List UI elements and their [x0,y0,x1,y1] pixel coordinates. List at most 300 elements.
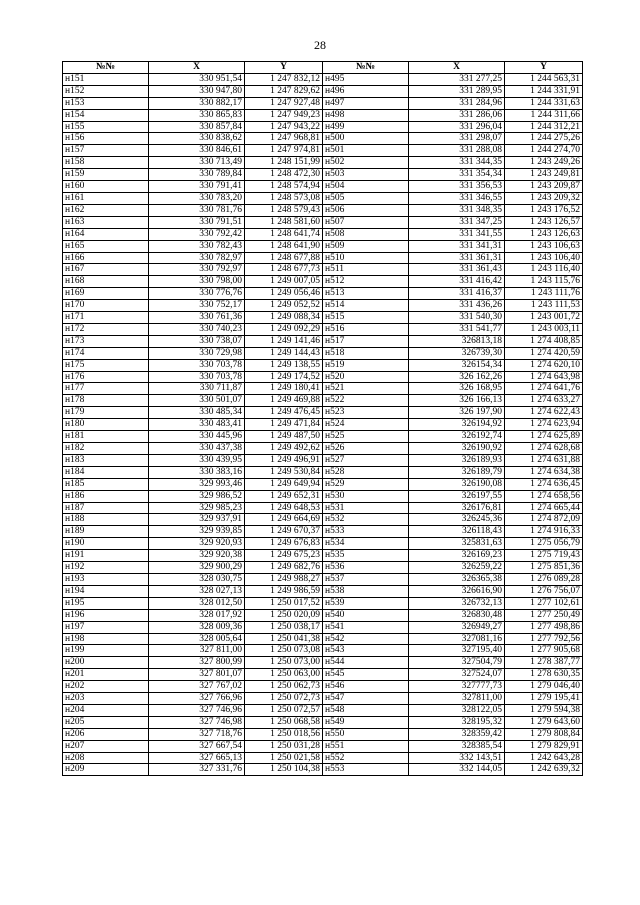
y-coordinate-left-cell: 1 248 573,08 [245,192,323,204]
x-coordinate-right-cell: 327081,16 [409,633,505,645]
point-id-left-cell: н209 [63,764,149,776]
x-coordinate-left-cell: 328 017,92 [149,609,245,621]
table-row [63,300,583,312]
x-coordinate-right-cell: 331 284,96 [409,97,505,109]
point-id-right-cell: н540 [323,609,409,621]
point-id-right-cell: н544 [323,657,409,669]
x-coordinate-right-cell: 326118,43 [409,526,505,538]
y-coordinate-left-cell: 1 248 641,74 [245,228,323,240]
x-coordinate-left-cell: 327 718,76 [149,728,245,740]
table-row [63,573,583,585]
y-coordinate-right-cell: 1 279 594,38 [505,704,583,716]
point-id-right-cell: н545 [323,669,409,681]
x-coordinate-left-cell: 327 746,96 [149,704,245,716]
point-id-left-cell: н166 [63,252,149,264]
y-coordinate-right-cell: 1 277 102,61 [505,597,583,609]
y-coordinate-right-cell: 1 243 115,76 [505,276,583,288]
table-row [63,526,583,538]
y-coordinate-right-cell: 1 242 639,32 [505,764,583,776]
x-coordinate-left-cell: 329 986,52 [149,490,245,502]
x-coordinate-left-cell: 330 483,41 [149,419,245,431]
y-coordinate-left-cell: 1 249 180,41 [245,383,323,395]
y-coordinate-right-cell: 1 274 623,94 [505,419,583,431]
point-id-left-cell: н200 [63,657,149,669]
y-coordinate-left-cell: 1 247 949,23 [245,109,323,121]
y-coordinate-right-cell: 1 274 636,45 [505,478,583,490]
y-coordinate-right-cell: 1 243 001,72 [505,312,583,324]
header-y-left: Y [245,62,323,74]
point-id-right-cell: н541 [323,621,409,633]
y-coordinate-left-cell: 1 249 471,84 [245,419,323,431]
y-coordinate-right-cell: 1 243 111,53 [505,300,583,312]
point-id-right-cell: н518 [323,347,409,359]
x-coordinate-right-cell: 331 286,06 [409,109,505,121]
point-id-left-cell: н167 [63,264,149,276]
point-id-left-cell: н179 [63,407,149,419]
y-coordinate-right-cell: 1 274 641,76 [505,383,583,395]
x-coordinate-left-cell: 330 713,49 [149,157,245,169]
y-coordinate-left-cell: 1 250 073,00 [245,657,323,669]
x-coordinate-right-cell: 326189,79 [409,466,505,478]
table-row [63,562,583,574]
x-coordinate-right-cell: 331 361,31 [409,252,505,264]
y-coordinate-left-cell: 1 248 677,88 [245,252,323,264]
y-coordinate-left-cell: 1 249 092,29 [245,323,323,335]
y-coordinate-left-cell: 1 249 056,46 [245,288,323,300]
point-id-left-cell: н202 [63,681,149,693]
y-coordinate-right-cell: 1 274 633,27 [505,395,583,407]
point-id-right-cell: н548 [323,704,409,716]
point-id-left-cell: н169 [63,288,149,300]
point-id-left-cell: н170 [63,300,149,312]
y-coordinate-right-cell: 1 243 106,63 [505,240,583,252]
point-id-right-cell: н536 [323,562,409,574]
table-row [63,550,583,562]
point-id-right-cell: н532 [323,514,409,526]
point-id-right-cell: н495 [323,73,409,85]
x-coordinate-right-cell: 326 168,95 [409,383,505,395]
x-coordinate-right-cell: 326197,55 [409,490,505,502]
y-coordinate-left-cell: 1 249 682,76 [245,562,323,574]
point-id-right-cell: н542 [323,633,409,645]
table-row [63,109,583,121]
table-row [63,192,583,204]
point-id-right-cell: н502 [323,157,409,169]
y-coordinate-right-cell: 1 243 176,52 [505,204,583,216]
y-coordinate-left-cell: 1 249 174,52 [245,371,323,383]
point-id-left-cell: н155 [63,121,149,133]
y-coordinate-left-cell: 1 249 676,83 [245,538,323,550]
table-row [63,431,583,443]
y-coordinate-right-cell: 1 243 126,57 [505,216,583,228]
x-coordinate-left-cell: 328 027,13 [149,585,245,597]
table-row [63,276,583,288]
point-id-right-cell: н535 [323,550,409,562]
point-id-left-cell: н181 [63,431,149,443]
point-id-left-cell: н161 [63,192,149,204]
x-coordinate-right-cell: 327504,79 [409,657,505,669]
y-coordinate-right-cell: 1 278 630,35 [505,669,583,681]
point-id-left-cell: н199 [63,645,149,657]
y-coordinate-right-cell: 1 274 634,38 [505,466,583,478]
point-id-left-cell: н188 [63,514,149,526]
x-coordinate-left-cell: 327 665,13 [149,752,245,764]
x-coordinate-left-cell: 330 703,78 [149,359,245,371]
y-coordinate-right-cell: 1 274 916,33 [505,526,583,538]
y-coordinate-right-cell: 1 243 111,76 [505,288,583,300]
x-coordinate-left-cell: 330 782,43 [149,240,245,252]
x-coordinate-right-cell: 328385,54 [409,740,505,752]
point-id-right-cell: н513 [323,288,409,300]
point-id-left-cell: н165 [63,240,149,252]
y-coordinate-right-cell: 1 242 643,28 [505,752,583,764]
y-coordinate-right-cell: 1 277 498,86 [505,621,583,633]
y-coordinate-left-cell: 1 249 088,34 [245,312,323,324]
x-coordinate-left-cell: 327 800,99 [149,657,245,669]
x-coordinate-left-cell: 330 703,78 [149,371,245,383]
point-id-left-cell: н204 [63,704,149,716]
y-coordinate-right-cell: 1 275 056,79 [505,538,583,550]
point-id-right-cell: н531 [323,502,409,514]
table-row [63,371,583,383]
x-coordinate-left-cell: 330 711,87 [149,383,245,395]
x-coordinate-left-cell: 330 761,36 [149,312,245,324]
point-id-right-cell: н507 [323,216,409,228]
y-coordinate-left-cell: 1 250 072,73 [245,693,323,705]
table-row [63,514,583,526]
x-coordinate-left-cell: 330 740,23 [149,323,245,335]
y-coordinate-right-cell: 1 244 563,31 [505,73,583,85]
point-id-left-cell: н177 [63,383,149,395]
table-row [63,443,583,455]
table-row [63,716,583,728]
table-row [63,216,583,228]
x-coordinate-left-cell: 330 789,84 [149,169,245,181]
table-row [63,157,583,169]
point-id-left-cell: н185 [63,478,149,490]
x-coordinate-left-cell: 330 485,34 [149,407,245,419]
table-row [63,764,583,776]
x-coordinate-left-cell: 327 331,76 [149,764,245,776]
table-row [63,228,583,240]
point-id-right-cell: н515 [323,312,409,324]
point-id-right-cell: н551 [323,740,409,752]
x-coordinate-left-cell: 330 782,97 [149,252,245,264]
y-coordinate-right-cell: 1 243 116,40 [505,264,583,276]
point-id-left-cell: н208 [63,752,149,764]
x-coordinate-left-cell: 330 882,17 [149,97,245,109]
header-point-id-right: №№ [323,62,409,74]
point-id-left-cell: н164 [63,228,149,240]
x-coordinate-right-cell: 327195,40 [409,645,505,657]
x-coordinate-left-cell: 330 752,17 [149,300,245,312]
point-id-right-cell: н519 [323,359,409,371]
point-id-right-cell: н511 [323,264,409,276]
x-coordinate-right-cell: 331 344,35 [409,157,505,169]
point-id-left-cell: н192 [63,562,149,574]
point-id-left-cell: н178 [63,395,149,407]
table-row [63,621,583,633]
y-coordinate-right-cell: 1 274 658,56 [505,490,583,502]
y-coordinate-left-cell: 1 249 988,27 [245,573,323,585]
x-coordinate-right-cell: 326154,34 [409,359,505,371]
x-coordinate-right-cell: 331 416,42 [409,276,505,288]
point-id-right-cell: н529 [323,478,409,490]
table-row [63,704,583,716]
y-coordinate-right-cell: 1 244 331,91 [505,85,583,97]
y-coordinate-right-cell: 1 274 631,88 [505,454,583,466]
y-coordinate-left-cell: 1 250 068,58 [245,716,323,728]
table-row [63,240,583,252]
table-row [63,383,583,395]
point-id-right-cell: н530 [323,490,409,502]
point-id-left-cell: н156 [63,133,149,145]
header-x-left: X [149,62,245,74]
x-coordinate-left-cell: 329 920,38 [149,550,245,562]
x-coordinate-right-cell: 331 289,95 [409,85,505,97]
y-coordinate-right-cell: 1 277 250,49 [505,609,583,621]
point-id-left-cell: н197 [63,621,149,633]
point-id-left-cell: н186 [63,490,149,502]
x-coordinate-left-cell: 329 985,23 [149,502,245,514]
x-coordinate-right-cell: 327524,07 [409,669,505,681]
x-coordinate-left-cell: 329 937,91 [149,514,245,526]
y-coordinate-left-cell: 1 249 648,53 [245,502,323,514]
x-coordinate-right-cell: 327811,00 [409,693,505,705]
point-id-left-cell: н187 [63,502,149,514]
point-id-left-cell: н190 [63,538,149,550]
point-id-left-cell: н198 [63,633,149,645]
x-coordinate-right-cell: 331 541,77 [409,323,505,335]
y-coordinate-left-cell: 1 248 472,30 [245,169,323,181]
x-coordinate-right-cell: 326192,74 [409,431,505,443]
point-id-right-cell: н496 [323,85,409,97]
point-id-left-cell: н203 [63,693,149,705]
y-coordinate-left-cell: 1 250 021,58 [245,752,323,764]
y-coordinate-right-cell: 1 244 311,66 [505,109,583,121]
point-id-right-cell: н501 [323,145,409,157]
y-coordinate-left-cell: 1 248 579,43 [245,204,323,216]
table-row [63,347,583,359]
table-row [63,740,583,752]
y-coordinate-right-cell: 1 274 643,98 [505,371,583,383]
y-coordinate-right-cell: 1 243 249,26 [505,157,583,169]
x-coordinate-right-cell: 327777,73 [409,681,505,693]
point-id-right-cell: н508 [323,228,409,240]
table-row [63,681,583,693]
x-coordinate-left-cell: 329 939,85 [149,526,245,538]
y-coordinate-right-cell: 1 244 275,26 [505,133,583,145]
table-row [63,633,583,645]
x-coordinate-right-cell: 326365,38 [409,573,505,585]
y-coordinate-left-cell: 1 249 664,69 [245,514,323,526]
table-row [63,252,583,264]
point-id-right-cell: н504 [323,181,409,193]
header-x-right: X [409,62,505,74]
x-coordinate-left-cell: 330 792,97 [149,264,245,276]
table-row [63,395,583,407]
point-id-right-cell: н549 [323,716,409,728]
point-id-left-cell: н159 [63,169,149,181]
y-coordinate-right-cell: 1 274 408,85 [505,335,583,347]
table-row [63,669,583,681]
y-coordinate-left-cell: 1 249 138,55 [245,359,323,371]
y-coordinate-left-cell: 1 249 649,94 [245,478,323,490]
x-coordinate-right-cell: 326949,27 [409,621,505,633]
point-id-right-cell: н506 [323,204,409,216]
x-coordinate-right-cell: 326190,92 [409,443,505,455]
x-coordinate-right-cell: 326245,36 [409,514,505,526]
x-coordinate-left-cell: 330 437,38 [149,443,245,455]
table-row [63,323,583,335]
y-coordinate-left-cell: 1 250 017,52 [245,597,323,609]
point-id-right-cell: н533 [323,526,409,538]
point-id-right-cell: н512 [323,276,409,288]
y-coordinate-right-cell: 1 279 046,40 [505,681,583,693]
y-coordinate-right-cell: 1 276 089,28 [505,573,583,585]
point-id-right-cell: н523 [323,407,409,419]
point-id-left-cell: н201 [63,669,149,681]
table-row [63,538,583,550]
point-id-right-cell: н509 [323,240,409,252]
y-coordinate-left-cell: 1 247 974,81 [245,145,323,157]
y-coordinate-left-cell: 1 249 469,88 [245,395,323,407]
y-coordinate-right-cell: 1 243 126,63 [505,228,583,240]
table-row [63,693,583,705]
y-coordinate-left-cell: 1 249 986,59 [245,585,323,597]
x-coordinate-left-cell: 328 012,50 [149,597,245,609]
y-coordinate-left-cell: 1 247 943,22 [245,121,323,133]
y-coordinate-right-cell: 1 244 274,70 [505,145,583,157]
table-row [63,204,583,216]
y-coordinate-right-cell: 1 243 003,11 [505,323,583,335]
point-id-right-cell: н550 [323,728,409,740]
x-coordinate-right-cell: 331 341,55 [409,228,505,240]
point-id-left-cell: н205 [63,716,149,728]
point-id-left-cell: н206 [63,728,149,740]
point-id-right-cell: н546 [323,681,409,693]
y-coordinate-left-cell: 1 247 927,48 [245,97,323,109]
y-coordinate-right-cell: 1 279 643,60 [505,716,583,728]
x-coordinate-left-cell: 328 030,75 [149,573,245,585]
y-coordinate-right-cell: 1 275 851,36 [505,562,583,574]
x-coordinate-left-cell: 327 767,02 [149,681,245,693]
point-id-left-cell: н153 [63,97,149,109]
x-coordinate-right-cell: 326616,90 [409,585,505,597]
x-coordinate-left-cell: 330 857,84 [149,121,245,133]
point-id-right-cell: н503 [323,169,409,181]
y-coordinate-left-cell: 1 248 574,94 [245,181,323,193]
y-coordinate-right-cell: 1 275 719,43 [505,550,583,562]
x-coordinate-right-cell: 331 354,34 [409,169,505,181]
y-coordinate-left-cell: 1 250 073,08 [245,645,323,657]
point-id-left-cell: н152 [63,85,149,97]
point-id-right-cell: н553 [323,764,409,776]
point-id-right-cell: н537 [323,573,409,585]
y-coordinate-right-cell: 1 274 628,68 [505,443,583,455]
y-coordinate-left-cell: 1 249 144,43 [245,347,323,359]
x-coordinate-left-cell: 330 947,80 [149,85,245,97]
point-id-left-cell: н160 [63,181,149,193]
table-body [63,73,583,775]
point-id-right-cell: н500 [323,133,409,145]
y-coordinate-right-cell: 1 279 195,41 [505,693,583,705]
y-coordinate-right-cell: 1 278 387,77 [505,657,583,669]
point-id-right-cell: н522 [323,395,409,407]
point-id-right-cell: н527 [323,454,409,466]
y-coordinate-right-cell: 1 274 622,43 [505,407,583,419]
point-id-left-cell: н157 [63,145,149,157]
x-coordinate-left-cell: 327 811,00 [149,645,245,657]
point-id-left-cell: н196 [63,609,149,621]
point-id-left-cell: н191 [63,550,149,562]
y-coordinate-left-cell: 1 250 041,38 [245,633,323,645]
table-row [63,490,583,502]
table-row [63,609,583,621]
point-id-left-cell: н194 [63,585,149,597]
x-coordinate-right-cell: 332 143,51 [409,752,505,764]
y-coordinate-left-cell: 1 248 151,99 [245,157,323,169]
y-coordinate-left-cell: 1 248 677,73 [245,264,323,276]
x-coordinate-right-cell: 326190,08 [409,478,505,490]
point-id-right-cell: н539 [323,597,409,609]
y-coordinate-right-cell: 1 244 312,21 [505,121,583,133]
x-coordinate-right-cell: 331 277,25 [409,73,505,85]
x-coordinate-left-cell: 327 801,07 [149,669,245,681]
point-id-left-cell: н195 [63,597,149,609]
table-row [63,335,583,347]
y-coordinate-right-cell: 1 274 420,59 [505,347,583,359]
y-coordinate-right-cell: 1 274 665,44 [505,502,583,514]
point-id-left-cell: н171 [63,312,149,324]
x-coordinate-right-cell: 332 144,05 [409,764,505,776]
x-coordinate-left-cell: 330 501,07 [149,395,245,407]
x-coordinate-left-cell: 327 746,98 [149,716,245,728]
y-coordinate-left-cell: 1 247 829,62 [245,85,323,97]
y-coordinate-right-cell: 1 274 625,89 [505,431,583,443]
table-row [63,502,583,514]
x-coordinate-right-cell: 331 361,43 [409,264,505,276]
y-coordinate-left-cell: 1 249 675,23 [245,550,323,562]
point-id-right-cell: н499 [323,121,409,133]
x-coordinate-left-cell: 328 009,36 [149,621,245,633]
point-id-left-cell: н183 [63,454,149,466]
x-coordinate-right-cell: 331 416,37 [409,288,505,300]
y-coordinate-right-cell: 1 243 209,32 [505,192,583,204]
point-id-right-cell: н543 [323,645,409,657]
point-id-left-cell: н189 [63,526,149,538]
x-coordinate-left-cell: 330 951,54 [149,73,245,85]
table-row [63,264,583,276]
table-row [63,597,583,609]
point-id-right-cell: н497 [323,97,409,109]
x-coordinate-right-cell: 326 166,13 [409,395,505,407]
x-coordinate-right-cell: 331 341,31 [409,240,505,252]
point-id-right-cell: н524 [323,419,409,431]
table-row [63,73,583,85]
x-coordinate-right-cell: 326189,93 [409,454,505,466]
x-coordinate-left-cell: 329 900,29 [149,562,245,574]
table-row [63,181,583,193]
y-coordinate-right-cell: 1 277 905,68 [505,645,583,657]
y-coordinate-left-cell: 1 250 031,28 [245,740,323,752]
x-coordinate-right-cell: 326813,18 [409,335,505,347]
point-id-right-cell: н516 [323,323,409,335]
point-id-right-cell: н517 [323,335,409,347]
point-id-left-cell: н182 [63,443,149,455]
point-id-right-cell: н520 [323,371,409,383]
x-coordinate-right-cell: 331 298,07 [409,133,505,145]
